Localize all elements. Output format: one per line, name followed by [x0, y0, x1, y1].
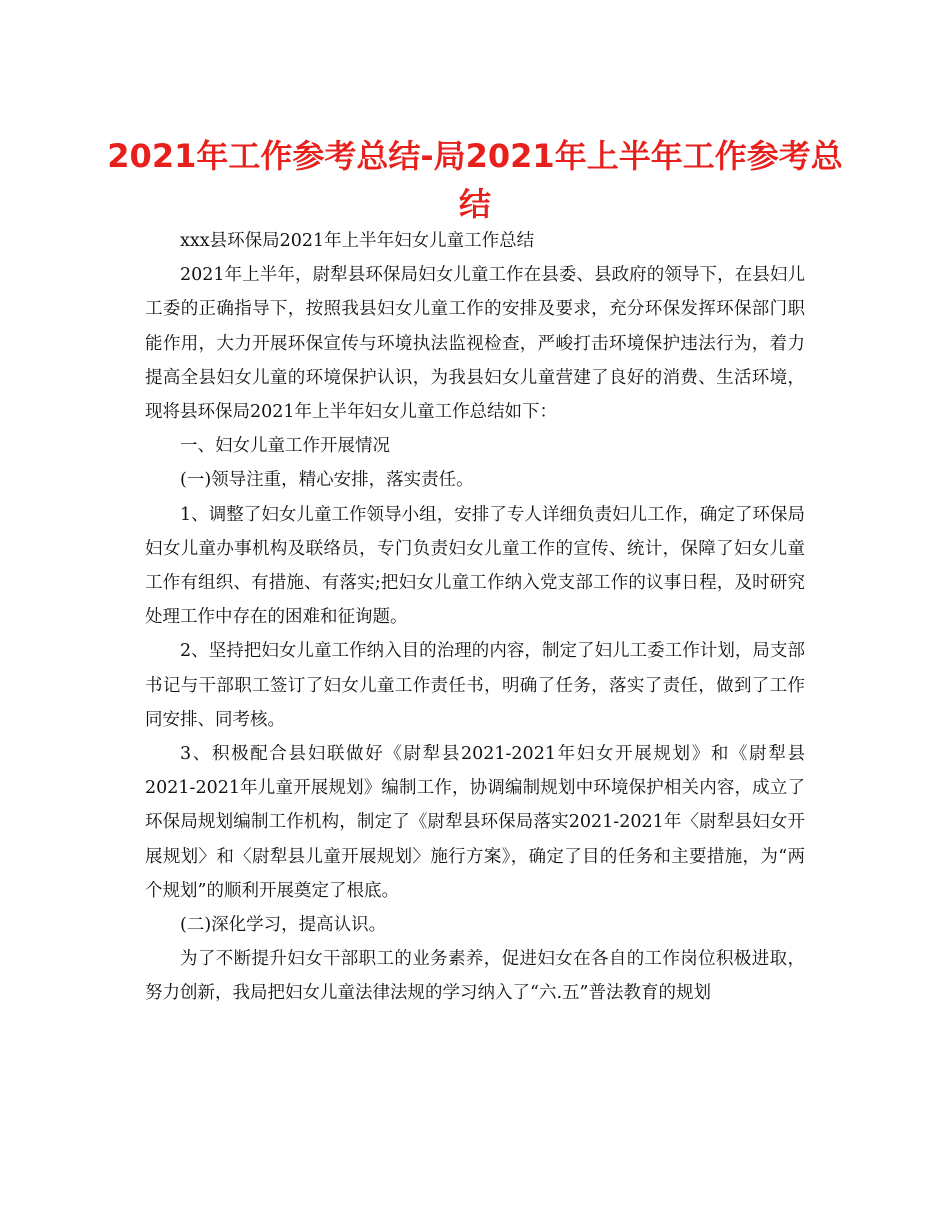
- paragraph-subtitle: xxx县环保局2021年上半年妇女儿童工作总结: [180, 231, 535, 251]
- subsection-heading-2: (二)深化学习，提高认识。: [180, 915, 387, 936]
- paragraph-item-3: 3、积极配合县妇联做好《尉犁县2021-2021年妇女开展规划》和《尉犁县2021-2021年儿童开展规划》编制工作，协调编制规划中环境保护相关内容，成立了环保局规划编制工作机构，制定了《尉犁县环保局落实2021-2021年〈尉犁县妇女开展规划〉和〈尉犁县儿童开展规划〉施行方案》，确定了目的任务和主要措施，为“两个规划”的顺利开展奠定了根底。: [145, 744, 805, 901]
- section-heading-1: 一、妇女儿童工作开展情况: [180, 436, 390, 457]
- document-title: 2021年工作参考总结-局2021年上半年工作参考总结: [107, 137, 843, 223]
- document-body: [145, 224, 805, 1011]
- subsection-heading-1: (一)领导注重，精心安排，落实责任。: [180, 470, 474, 491]
- paragraph-intro: 2021年上半年，尉犁县环保局妇女儿童工作在县委、县政府的领导下，在县妇儿工委的正确指导下，按照我县妇女儿童工作的安排及要求，充分环保发挥环保部门职能作用，大力开展环保宣传与环境执法监视检查，严峻打击环境保护违法行为，着力提高全县妇女儿童的环境保护认识，为我县妇女儿童营建了良好的消费、生活环境，现将县环保局2021年上半年妇女儿童工作总结如下：: [145, 265, 805, 423]
- paragraph-item-1: 1、调整了妇女儿童工作领导小组，安排了专人详细负责妇儿工作，确定了环保局妇女儿童办事机构及联络员，专门负责妇女儿童工作的宣传、统计，保障了妇女儿童工作有组织、有措施、有落实;把妇女儿童工作纳入党支部工作的议事日程，及时研究处理工作中存在的困难和征询题。: [145, 504, 805, 628]
- paragraph-study: 为了不断提升妇女干部职工的业务素养，促进妇女在各自的工作岗位积极进取，努力创新，我局把妇女儿童法律法规的学习纳入了“六.五”普法教育的规划: [145, 949, 805, 1004]
- paragraph-item-2: 2、坚持把妇女儿童工作纳入目的治理的内容，制定了妇儿工委工作计划，局支部书记与干部职工签订了妇女儿童工作责任书，明确了任务，落实了责任，做到了工作同安排、同考核。: [145, 641, 805, 730]
